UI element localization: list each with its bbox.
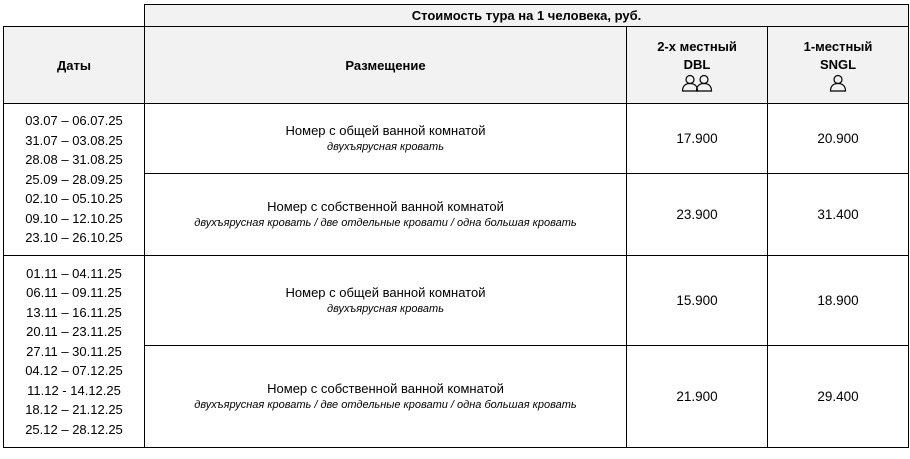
dates-cell <box>4 104 145 256</box>
dbl-header-line1: 2-х местный <box>657 39 737 54</box>
dbl-header <box>627 27 768 104</box>
cost-title: Стоимость тура на 1 человека, руб. <box>145 5 909 27</box>
bed-type-note: двухъярусная кровать <box>326 141 444 153</box>
bed-type-note: двухъярусная кровать / две отдельные кровати / одна большая кровать <box>194 217 577 229</box>
bed-type-note: двухъярусная кровать / две отдельные кровати / одна большая кровать <box>194 399 577 411</box>
accommodation-cell <box>145 104 627 174</box>
bed-type-note: двухъярусная кровать <box>326 303 444 315</box>
date-range: 25.12 – 28.12.25 <box>25 421 123 437</box>
date-range: 11.12 - 14.12.25 <box>27 382 121 398</box>
sngl-price: 31.400 <box>768 174 909 256</box>
room-type-title: Номер с собственной ванной комнатой <box>267 199 504 214</box>
date-range: 25.09 – 28.09.25 <box>25 171 123 187</box>
room-type-title: Номер с собственной ванной комнатой <box>267 381 504 396</box>
dbl-header-line2: DBL <box>683 57 711 72</box>
accommodation-header: Размещение <box>145 27 627 104</box>
header-empty-corner <box>4 5 145 27</box>
date-range: 23.10 – 26.10.25 <box>25 230 123 246</box>
sngl-price: 18.900 <box>768 256 909 346</box>
sngl-price: 29.400 <box>768 346 909 448</box>
header-row-main <box>4 27 909 104</box>
date-range: 20.11 – 23.11.25 <box>26 324 122 340</box>
person-icon <box>829 74 847 92</box>
tour-price-table <box>3 4 909 448</box>
table-row <box>4 256 909 346</box>
date-range: 31.07 – 03.08.25 <box>25 132 123 148</box>
date-range: 02.10 – 05.10.25 <box>25 191 123 207</box>
date-range: 06.11 – 09.11.25 <box>26 285 122 301</box>
date-range: 28.08 – 31.08.25 <box>25 152 123 168</box>
dates-cell <box>4 256 145 448</box>
sngl-price: 20.900 <box>768 104 909 174</box>
room-type-title: Номер с общей ванной комнатой <box>285 123 486 138</box>
sngl-header-line1: 1-местный <box>803 39 873 54</box>
date-range: 13.11 – 16.11.25 <box>26 304 122 320</box>
accommodation-cell <box>145 174 627 256</box>
dates-header: Даты <box>4 27 145 104</box>
date-range: 27.11 – 30.11.25 <box>26 343 122 359</box>
sngl-header-line2: SNGL <box>819 57 857 72</box>
header-row-top <box>4 5 909 27</box>
date-range: 03.07 – 06.07.25 <box>25 113 123 129</box>
dbl-price: 21.900 <box>627 346 768 448</box>
room-type-title: Номер с общей ванной комнатой <box>285 285 486 300</box>
date-range: 04.12 – 07.12.25 <box>25 363 123 379</box>
dbl-price: 23.900 <box>627 174 768 256</box>
accommodation-cell <box>145 346 627 448</box>
dbl-price: 15.900 <box>627 256 768 346</box>
date-range: 18.12 – 21.12.25 <box>25 402 123 418</box>
date-range: 09.10 – 12.10.25 <box>25 210 123 226</box>
sngl-header <box>768 27 909 104</box>
two-people-icon <box>680 74 714 92</box>
date-range: 01.11 – 04.11.25 <box>26 265 122 281</box>
table-row <box>4 104 909 174</box>
dbl-price: 17.900 <box>627 104 768 174</box>
accommodation-cell <box>145 256 627 346</box>
